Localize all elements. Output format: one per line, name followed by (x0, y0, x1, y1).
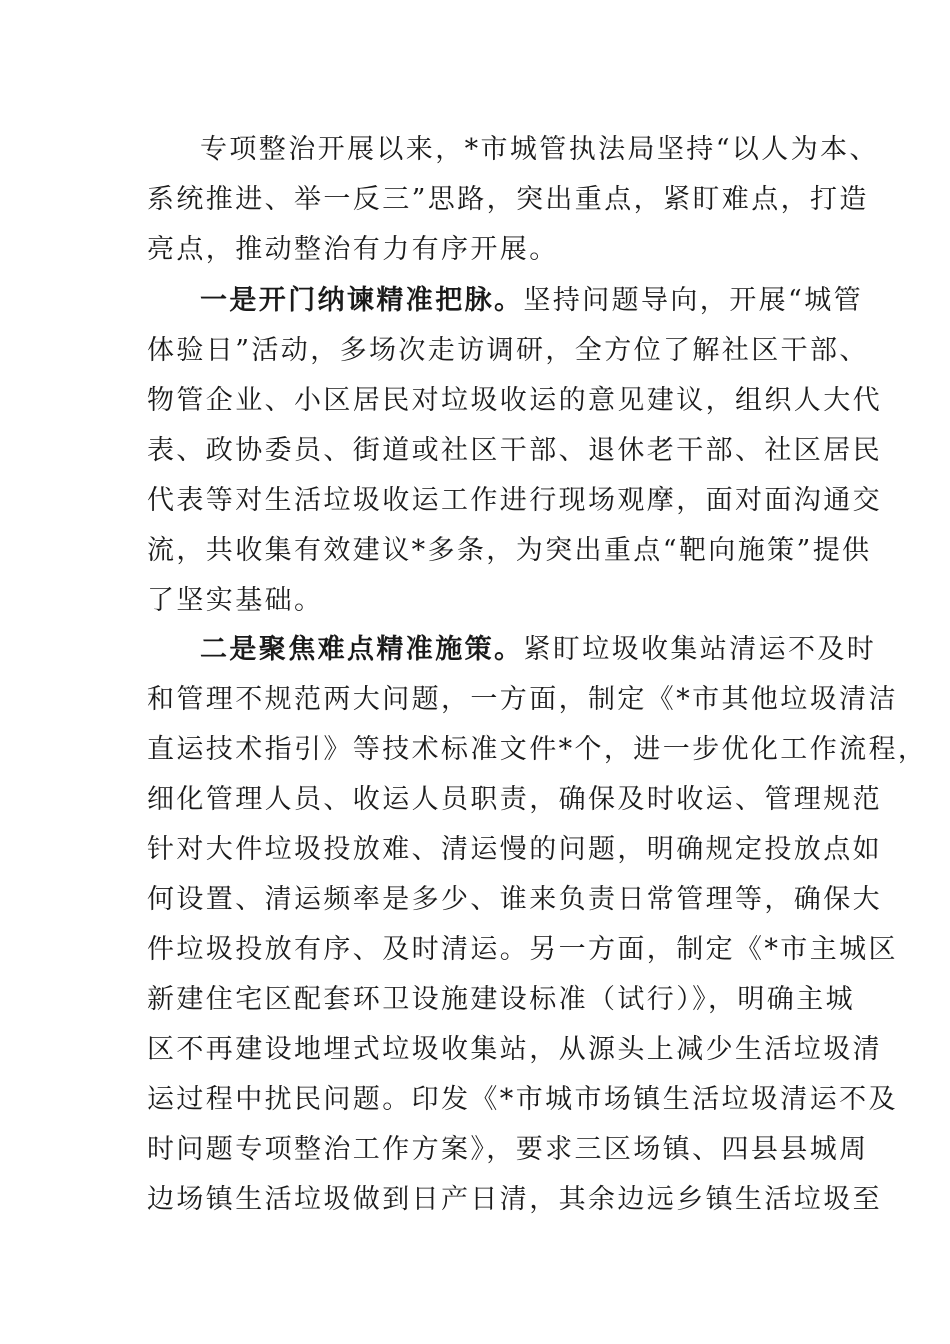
paragraph-3-line-2: 和管理不规范两大问题，一方面，制定《*市其他垃圾清洁 (147, 684, 898, 715)
paragraph-3-line-4: 细化管理人员、收运人员职责，确保及时收运、管理规范 (147, 784, 882, 815)
paragraph-2-line-1 (200, 276, 864, 326)
paragraph-3-line-12: 边场镇生活垃圾做到日产日清，其余边远乡镇生活垃圾至 (147, 1184, 882, 1215)
paragraph-1-line-2: 系统推进、举一反三”思路，突出重点，紧盯难点，打造 (147, 184, 869, 215)
paragraph-3-line-10: 运过程中扰民问题。印发《*市城市场镇生活垃圾清运不及 (147, 1084, 898, 1115)
paragraph-1-line-1: 专项整治开展以来，*市城管执法局坚持“以人为本、 (200, 134, 879, 165)
paragraph-2-line-5: 代表等对生活垃圾收运工作进行现场观摩，面对面沟通交 (147, 485, 882, 516)
paragraph-3-line-1-text: 紧盯垃圾收集站清运不及时 (523, 634, 877, 665)
paragraph-3-line-6: 何设置、清运频率是多少、谁来负责日常管理等，确保大 (147, 884, 882, 915)
paragraph-1-line-3: 亮点，推动整治有力有序开展。 (147, 234, 559, 265)
paragraph-3-line-8: 新建住宅区配套环卫设施建设标准（试行）》，明确主城 (147, 984, 855, 1015)
paragraph-3-lead-heading: 二是聚焦难点精准施策。 (200, 634, 524, 665)
paragraph-3-line-9: 区不再建设地埋式垃圾收集站，从源头上减少生活垃圾清 (147, 1034, 882, 1065)
paragraph-2-lead-heading: 一是开门纳谏精准把脉。 (200, 285, 524, 316)
paragraph-2-line-2: 体验日”活动，多场次走访调研，全方位了解社区干部、 (147, 335, 869, 366)
paragraph-2-line-6: 流，共收集有效建议*多条，为突出重点“靶向施策”提供 (147, 535, 872, 566)
paragraph-3-line-3: 直运技术指引》等技术标准文件*个，进一步优化工作流程， (147, 734, 928, 765)
paragraph-2-line-4: 表、政协委员、街道或社区干部、退休老干部、社区居民 (147, 435, 882, 466)
paragraph-3-line-11: 时问题专项整治工作方案》，要求三区场镇、四县县城周 (147, 1134, 869, 1165)
paragraph-2-line-3: 物管企业、小区居民对垃圾收运的意见建议，组织人大代 (147, 385, 882, 416)
paragraph-3-line-7: 件垃圾投放有序、及时清运。另一方面，制定《*市主城区 (147, 934, 898, 965)
paragraph-2-line-7: 了坚实基础。 (147, 585, 324, 616)
paragraph-3-line-1 (200, 625, 877, 675)
paragraph-3-line-5: 针对大件垃圾投放难、清运慢的问题，明确规定投放点如 (147, 834, 882, 865)
paragraph-2-line-1-text: 坚持问题导向，开展“城管 (523, 285, 864, 316)
